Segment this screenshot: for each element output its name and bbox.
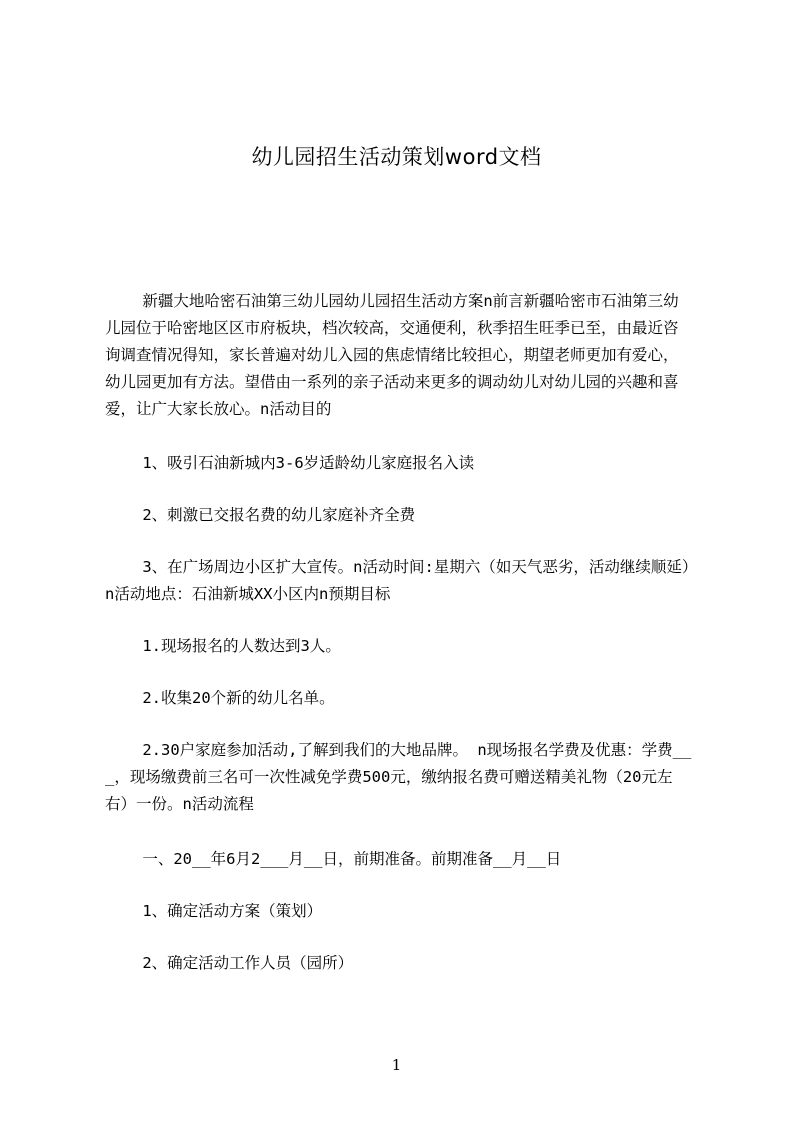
- intro-paragraph: [105, 288, 705, 423]
- target-item-1: [105, 633, 705, 660]
- process-step-1: [105, 846, 705, 873]
- paragraph-line: 2、刺激已交报名费的幼儿家庭补齐全费: [105, 506, 416, 524]
- paragraph-line: 2.30户家庭参加活动,了解到我们的大地品牌。 n现场报名学费及优惠：学费__: [105, 741, 692, 759]
- paragraph-line: 儿园位于哈密地区区市府板块，档次较高，交通便利，秋季招生旺季已至，由最近咨: [105, 319, 679, 337]
- paragraph-line: 新疆大地哈密石油第三幼儿园幼儿园招生活动方案n前言新疆哈密市石油第三幼: [105, 292, 679, 310]
- paragraph-line: 右）一份。n活动流程: [105, 795, 254, 813]
- target-item-2: [105, 685, 705, 712]
- target-item-3: [105, 737, 705, 818]
- page-number: 1: [391, 1056, 402, 1074]
- paragraph-line: n活动地点：石油新城XX小区内n预期目标: [105, 585, 391, 603]
- goal-item-3: [105, 554, 705, 608]
- goal-item-1: [105, 450, 705, 477]
- paragraph-line: 3、在广场周边小区扩大宣传。n活动时间:星期六（如天气恶劣，活动继续顺延）: [105, 558, 698, 576]
- goal-item-2: [105, 502, 705, 529]
- document-title: 幼儿园招生活动策划word文档: [251, 145, 542, 169]
- paragraph-line: 爱，让广大家长放心。n活动目的: [105, 400, 332, 418]
- paragraph-line: _，现场缴费前三名可一次性减免学费500元，缴纳报名费可赠送精美礼物（20元左: [105, 768, 673, 786]
- prep-item-2: [105, 950, 705, 977]
- prep-item-1: [105, 898, 705, 925]
- paragraph-line: 一、20__年6月2___月__日，前期准备。前期准备__月__日: [105, 850, 562, 868]
- paragraph-line: 2.收集20个新的幼儿名单。: [105, 689, 335, 707]
- paragraph-line: 询调查情况得知，家长普遍对幼儿入园的焦虑情绪比较担心，期望老师更加有爱心，: [105, 346, 679, 364]
- paragraph-line: 1、吸引石油新城内3-6岁适龄幼儿家庭报名入读: [105, 454, 475, 472]
- paragraph-line: 1、确定活动方案（策划）: [105, 902, 323, 920]
- paragraph-line: 幼儿园更加有方法。望借由一系列的亲子活动来更多的调动幼儿对幼儿园的兴趣和喜: [105, 373, 679, 391]
- paragraph-line: 2、确定活动工作人员（园所）: [105, 954, 354, 972]
- paragraph-line: 1.现场报名的人数达到3人。: [105, 637, 341, 655]
